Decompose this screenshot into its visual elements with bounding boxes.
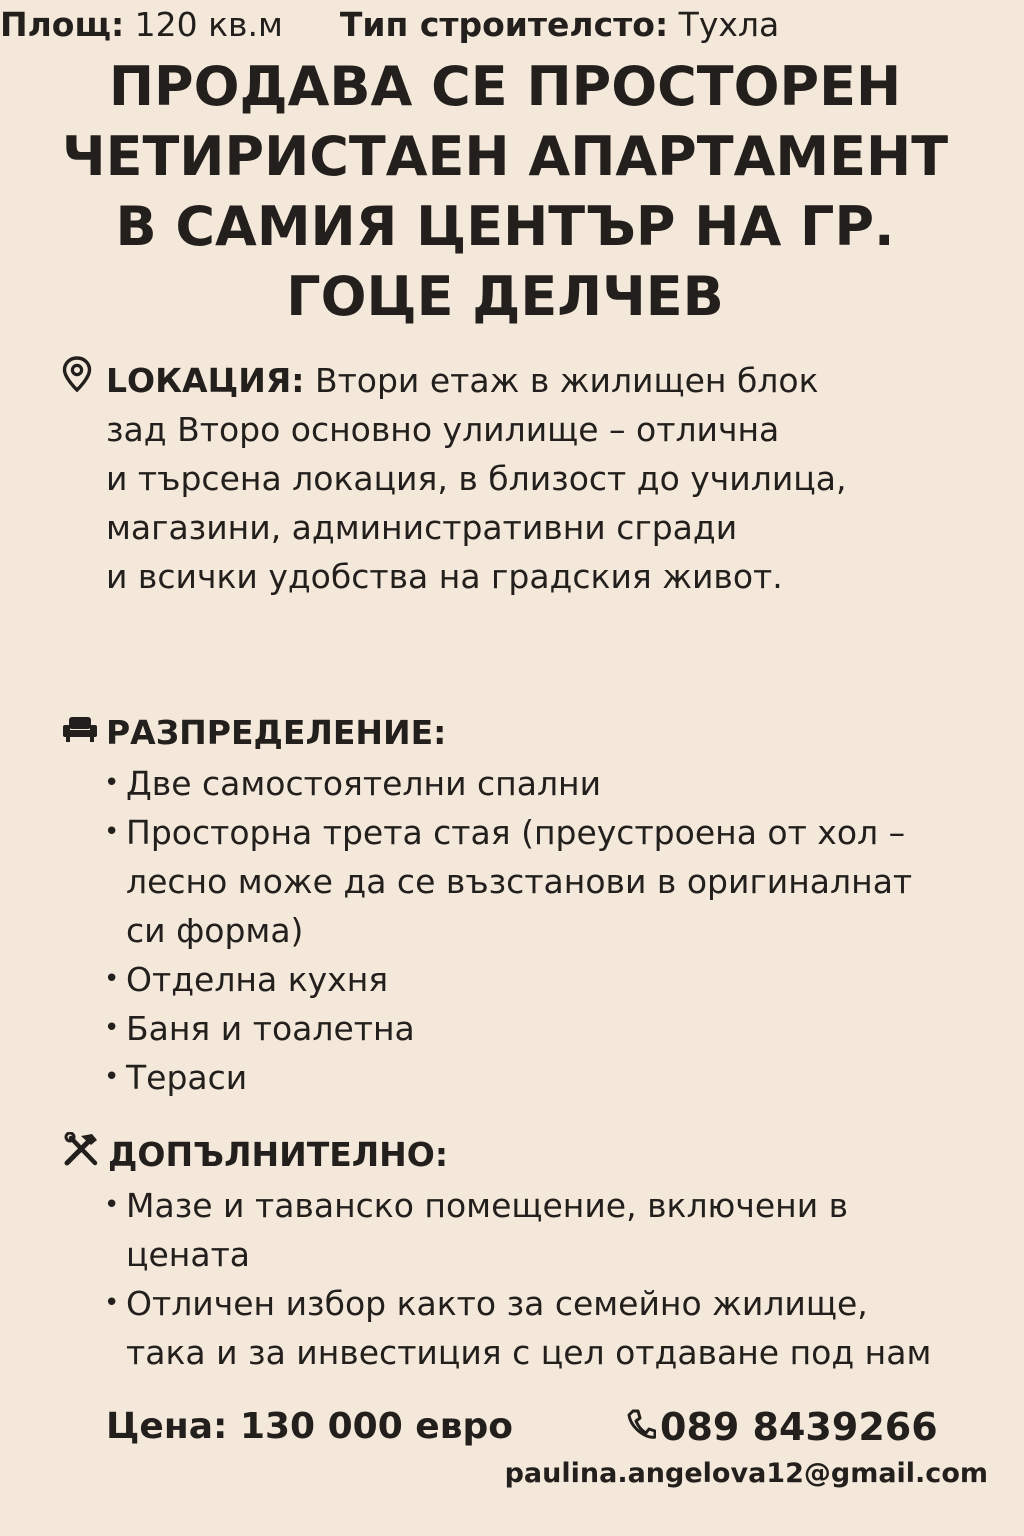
location-text: зад Второ основно улилище – отлична [106, 410, 780, 449]
list-item: • Две самостоятелни спални [104, 759, 1002, 808]
location-text: и всички удобства на градския живот. [106, 557, 783, 596]
list-item: • Отличен избор както за семейно жилище, така и за инвестиция с цел отдаване под нам [104, 1279, 1002, 1377]
title-line: ПРОДАВА СЕ ПРОСТОРЕН [108, 55, 902, 118]
location-pin-icon [62, 356, 92, 405]
title-line: ЧЕТИРИСТАЕН АПАРТАМЕНТ [61, 125, 949, 188]
construction-label: Тип строителсто: [339, 5, 669, 44]
additional-section [62, 1130, 1002, 1377]
location-text: и търсена локация, в близост до училица, [106, 459, 847, 498]
phone-icon [626, 1402, 656, 1452]
list-item: • Отделна кухня [104, 955, 1002, 1004]
list-item: • Мазе и таванско помещение, включени в цената [104, 1181, 1002, 1279]
location-label: LОКАЦИЯ: [106, 361, 305, 400]
area-value: 120 кв.м [134, 5, 283, 44]
list-item: • Тераси [104, 1053, 1002, 1102]
location-text: магазини, административни сгради [106, 508, 738, 547]
location-section [62, 356, 1002, 601]
construction-value: Тухла [678, 5, 780, 44]
list-item: • Просторна трета стая (преустроена от хол – лесно може да се възстанови в оригиналнат си форма) [104, 808, 1002, 955]
additional-heading: ДОПЪЛНИТЕЛНО: [108, 1135, 449, 1174]
page-title [40, 52, 970, 332]
phone-number[interactable] [626, 1402, 938, 1452]
location-text: Втори етаж в жилищен блок [314, 361, 819, 400]
title-line: В САМИЯ ЦЕНТЪР НА ГР. [115, 195, 895, 258]
distribution-section [62, 708, 1002, 1102]
distribution-heading: РАЗПРЕДЕЛЕНИЕ: [106, 713, 447, 752]
price [106, 1402, 513, 1452]
area-label: Площ: [0, 5, 125, 44]
list-item: • Баня и тоалетна [104, 1004, 1002, 1053]
armchair-icon [62, 708, 98, 757]
price-label: Цена: [106, 1406, 228, 1447]
price-value: 130 000 евро [239, 1406, 513, 1447]
title-line: ГОЦЕ ДЕЛЧЕВ [286, 265, 724, 328]
property-facts [0, 0, 1024, 49]
tools-icon [62, 1130, 100, 1179]
email-address[interactable]: paulina.angelova12@gmail.com [504, 1458, 988, 1489]
phone-text: 089 8439266 [660, 1405, 938, 1449]
